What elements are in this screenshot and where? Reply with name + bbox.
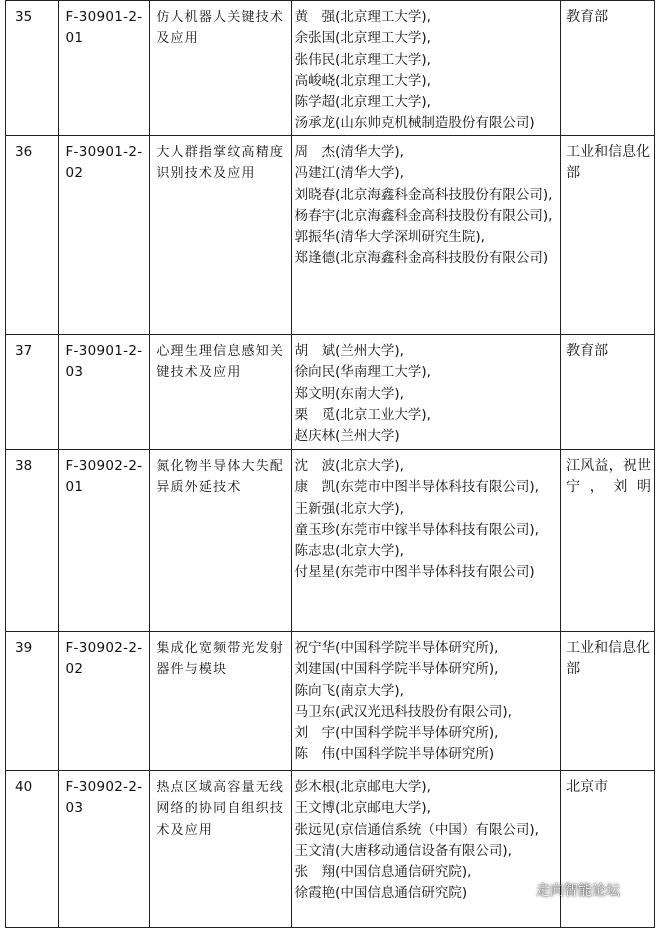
person-entry: 刘晓春(北京海鑫科金高科技股份有限公司),	[294, 186, 553, 203]
people-cell	[291, 1, 560, 136]
row-number: 35	[6, 1, 59, 136]
row-number: 38	[6, 450, 59, 632]
row-number: 40	[6, 771, 59, 928]
person-entry: 张 翔(中国信息通信研究院),	[294, 864, 472, 881]
person-entry: 周 杰(清华大学),	[294, 144, 404, 160]
project-title: 仿人机器人关键技术及应用	[150, 1, 291, 136]
person-entry: 祝宁华(中国科学院半导体研究所),	[294, 640, 499, 656]
people-cell	[291, 136, 560, 335]
people-cell	[291, 335, 560, 450]
person-entry: 黄 强(北京理工大学),	[294, 9, 431, 25]
table-row	[6, 632, 655, 771]
person-entry: 徐霞艳(中国信息通信研究院)	[294, 885, 468, 902]
project-title: 热点区域高容量无线网络的协同自组织技术及应用	[150, 771, 291, 928]
person-entry: 郑逢德(北京海鑫科金高科技股份有限公司)	[294, 250, 549, 267]
person-entry: 王新强(北京大学),	[294, 500, 404, 517]
project-code: F-30902-2-02	[59, 632, 150, 771]
person-entry: 陈 伟(中国科学院半导体研究所)	[294, 746, 495, 763]
project-code: F-30901-2-02	[59, 136, 150, 335]
table-row	[6, 136, 655, 335]
nominator: 工业和信息化部	[561, 632, 655, 771]
person-entry: 王文博(北京邮电大学),	[294, 800, 431, 817]
watermark	[508, 880, 620, 900]
project-title: 大人群指掌纹高精度识别技术及应用	[150, 136, 291, 335]
person-entry: 沈 波(北京大学),	[294, 458, 404, 474]
wechat-icon	[508, 880, 530, 900]
project-code: F-30902-2-01	[59, 450, 150, 632]
person-entry: 冯建江(清华大学),	[294, 165, 404, 182]
people-cell	[291, 771, 560, 928]
table-row	[6, 1, 655, 136]
row-number: 36	[6, 136, 59, 335]
person-entry: 栗 觅(北京工业大学),	[294, 406, 431, 423]
person-entry: 童玉珍(东莞市中镓半导体科技有限公司),	[294, 521, 539, 538]
project-title: 集成化宽频带光发射器件与模块	[150, 632, 291, 771]
person-entry: 刘建国(中国科学院半导体研究所),	[294, 661, 499, 678]
nominator: 教育部	[561, 335, 655, 450]
row-number: 37	[6, 335, 59, 450]
person-entry: 张伟民(北京理工大学),	[294, 51, 431, 68]
awards-table	[5, 0, 655, 928]
project-title: 氮化物半导体大失配异质外延技术	[150, 450, 291, 632]
project-code: F-30902-2-03	[59, 771, 150, 928]
awards-table-body	[6, 1, 655, 928]
nominator: 工业和信息化部	[561, 136, 655, 335]
people-cell	[291, 450, 560, 632]
person-entry: 杨春宇(北京海鑫科金高科技股份有限公司),	[294, 207, 553, 224]
project-code: F-30901-2-03	[59, 335, 150, 450]
nominator: 教育部	[561, 1, 655, 136]
person-entry: 刘 宇(中国科学院半导体研究所),	[294, 725, 499, 742]
person-entry: 张远见(京信通信系统（中国）有限公司),	[294, 821, 539, 838]
row-number: 39	[6, 632, 59, 771]
nominator: 北京市	[561, 771, 655, 928]
person-entry: 胡 斌(兰州大学),	[294, 343, 404, 359]
person-entry: 陈学超(北京理工大学),	[294, 94, 431, 111]
person-entry: 陈志忠(北京大学),	[294, 543, 404, 560]
nominator: 江风益，祝世宁，刘明	[561, 450, 655, 632]
person-entry: 彭木根(北京邮电大学),	[294, 779, 431, 795]
person-entry: 郑文明(东南大学),	[294, 385, 404, 402]
person-entry: 陈向飞(南京大学),	[294, 682, 404, 699]
person-entry: 王文清(大唐移动通信设备有限公司),	[294, 842, 512, 859]
person-entry: 余张国(北京理工大学),	[294, 30, 431, 47]
person-entry: 郭振华(清华大学深圳研究生院),	[294, 229, 485, 246]
people-cell	[291, 632, 560, 771]
person-entry: 付星星(东莞市中图半导体科技有限公司)	[294, 564, 535, 581]
person-entry: 马卫东(武汉光迅科技股份有限公司),	[294, 703, 512, 720]
table-row	[6, 771, 655, 928]
table-row	[6, 450, 655, 632]
person-entry: 高峻峣(北京理工大学),	[294, 72, 431, 89]
watermark-text: 走向智能论坛	[536, 883, 620, 899]
project-title: 心理生理信息感知关键技术及应用	[150, 335, 291, 450]
person-entry: 汤承龙(山东帅克机械制造股份有限公司)	[294, 115, 535, 132]
project-code: F-30901-2-01	[59, 1, 150, 136]
table-row	[6, 335, 655, 450]
person-entry: 康 凯(东莞市中图半导体科技有限公司),	[294, 479, 539, 496]
person-entry: 赵庆林(兰州大学)	[294, 428, 400, 445]
person-entry: 徐向民(华南理工大学),	[294, 364, 431, 381]
